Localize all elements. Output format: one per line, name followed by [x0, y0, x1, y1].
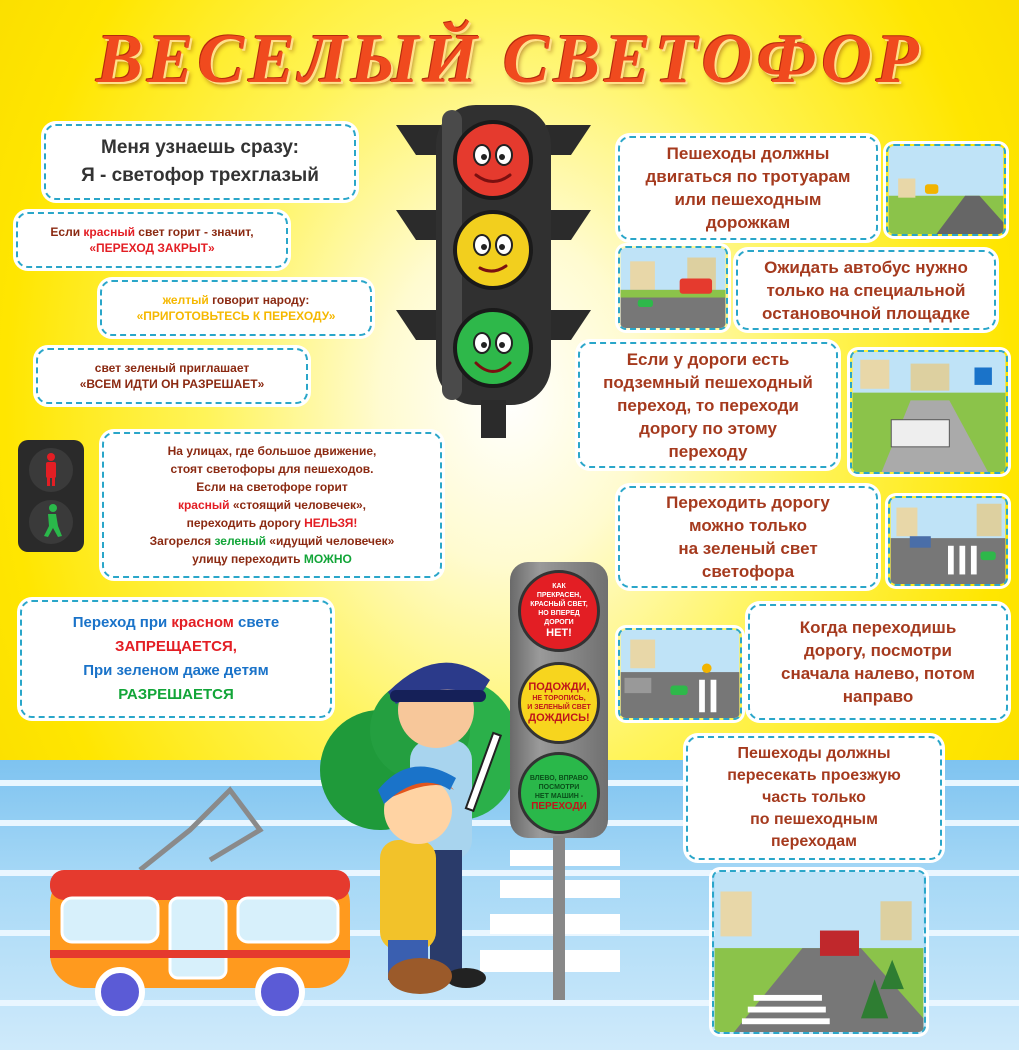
photo-crosswalk — [712, 870, 926, 1034]
rhyme-green-box: свет зеленый приглашает «ВСЕМ ИДТИ ОН РАЗРЕШАЕТ» — [36, 348, 308, 404]
rule-2-box: Ожидать автобус нужно только на специальной остановочной площадке — [736, 250, 996, 330]
rhyme-yellow-quote: «ПРИГОТОВЬТЕСЬ К ПЕРЕХОДУ» — [136, 309, 336, 323]
intro-box — [44, 124, 356, 200]
rule-6-box: Пешеходы должны пересекать проезжую часть только по пешеходным переходам — [686, 736, 942, 860]
talking-light-red: КАК ПРЕКРАСЕН, КРАСНЫЙ СВЕТ, НО ВПЕРЕД ДОРОГИ НЕТ! — [518, 570, 600, 652]
inspector-and-boy-illustration — [370, 640, 520, 1000]
photo-bus-stop — [618, 246, 728, 330]
rhyme-red-box: Если красный свет горит - значит, «ПЕРЕХОД ЗАКРЫТ» — [16, 212, 288, 268]
talking-light-green: ВЛЕВО, ВПРАВО ПОСМОТРИ НЕТ МАШИН - ПЕРЕХОДИ — [518, 752, 600, 834]
talking-light-pole — [553, 836, 565, 1000]
photo-underpass — [850, 350, 1008, 474]
rule-5-box: Когда переходишь дорогу, посмотри сначала налево, потом направо — [748, 604, 1008, 720]
rhyme-green-quote: «ВСЕМ ИДТИ ОН РАЗРЕШАЕТ» — [79, 377, 265, 391]
rule-red-box: Переход при красном свете ЗАПРЕЩАЕТСЯ, При зеленом даже детям РАЗРЕШАЕТСЯ — [20, 600, 332, 718]
rhyme-red-quote: «ПЕРЕХОД ЗАКРЫТ» — [89, 241, 215, 255]
rule-4-box: Переходить дорогу можно только на зеленый свет светофора — [618, 486, 878, 588]
photo-green-light — [888, 496, 1008, 586]
rhyme-yellow-box: желтый говорит народу: «ПРИГОТОВЬТЕСЬ К ПЕРЕХОДУ» — [100, 280, 372, 336]
photo-look-both-ways — [618, 628, 742, 720]
photo-sidewalk — [886, 144, 1006, 236]
talking-light-yellow: ПОДОЖДИ, НЕ ТОРОПИСЬ, И ЗЕЛЕНЫЙ СВЕТ ДОЖДИСЬ! — [518, 662, 600, 744]
big-traffic-light — [396, 100, 591, 440]
rule-1-box: Пешеходы должны двигаться по тротуарам или пешеходным дорожкам — [618, 136, 878, 240]
intro-line2: Я - светофор трехглазый — [81, 165, 319, 186]
page-title: ВЕСЕЛЫЙ СВЕТОФОР — [96, 21, 923, 98]
intro-line1: Меня узнаешь сразу: — [101, 137, 299, 158]
pedestrian-info-box: На улицах, где большое движение, стоят светофоры для пешеходов. Если на светофоре горит красный «стоящий человечек», переходить дорогу НЕЛЬЗЯ! Загорелся зеленый «идущий человечек» улицу переходить МОЖНО — [102, 432, 442, 578]
rule-3-box: Если у дороги есть подземный пешеходный переход, то переходи дорогу по этому переходу — [578, 342, 838, 468]
pedestrian-signal — [18, 440, 84, 552]
tram-illustration — [40, 780, 358, 1016]
